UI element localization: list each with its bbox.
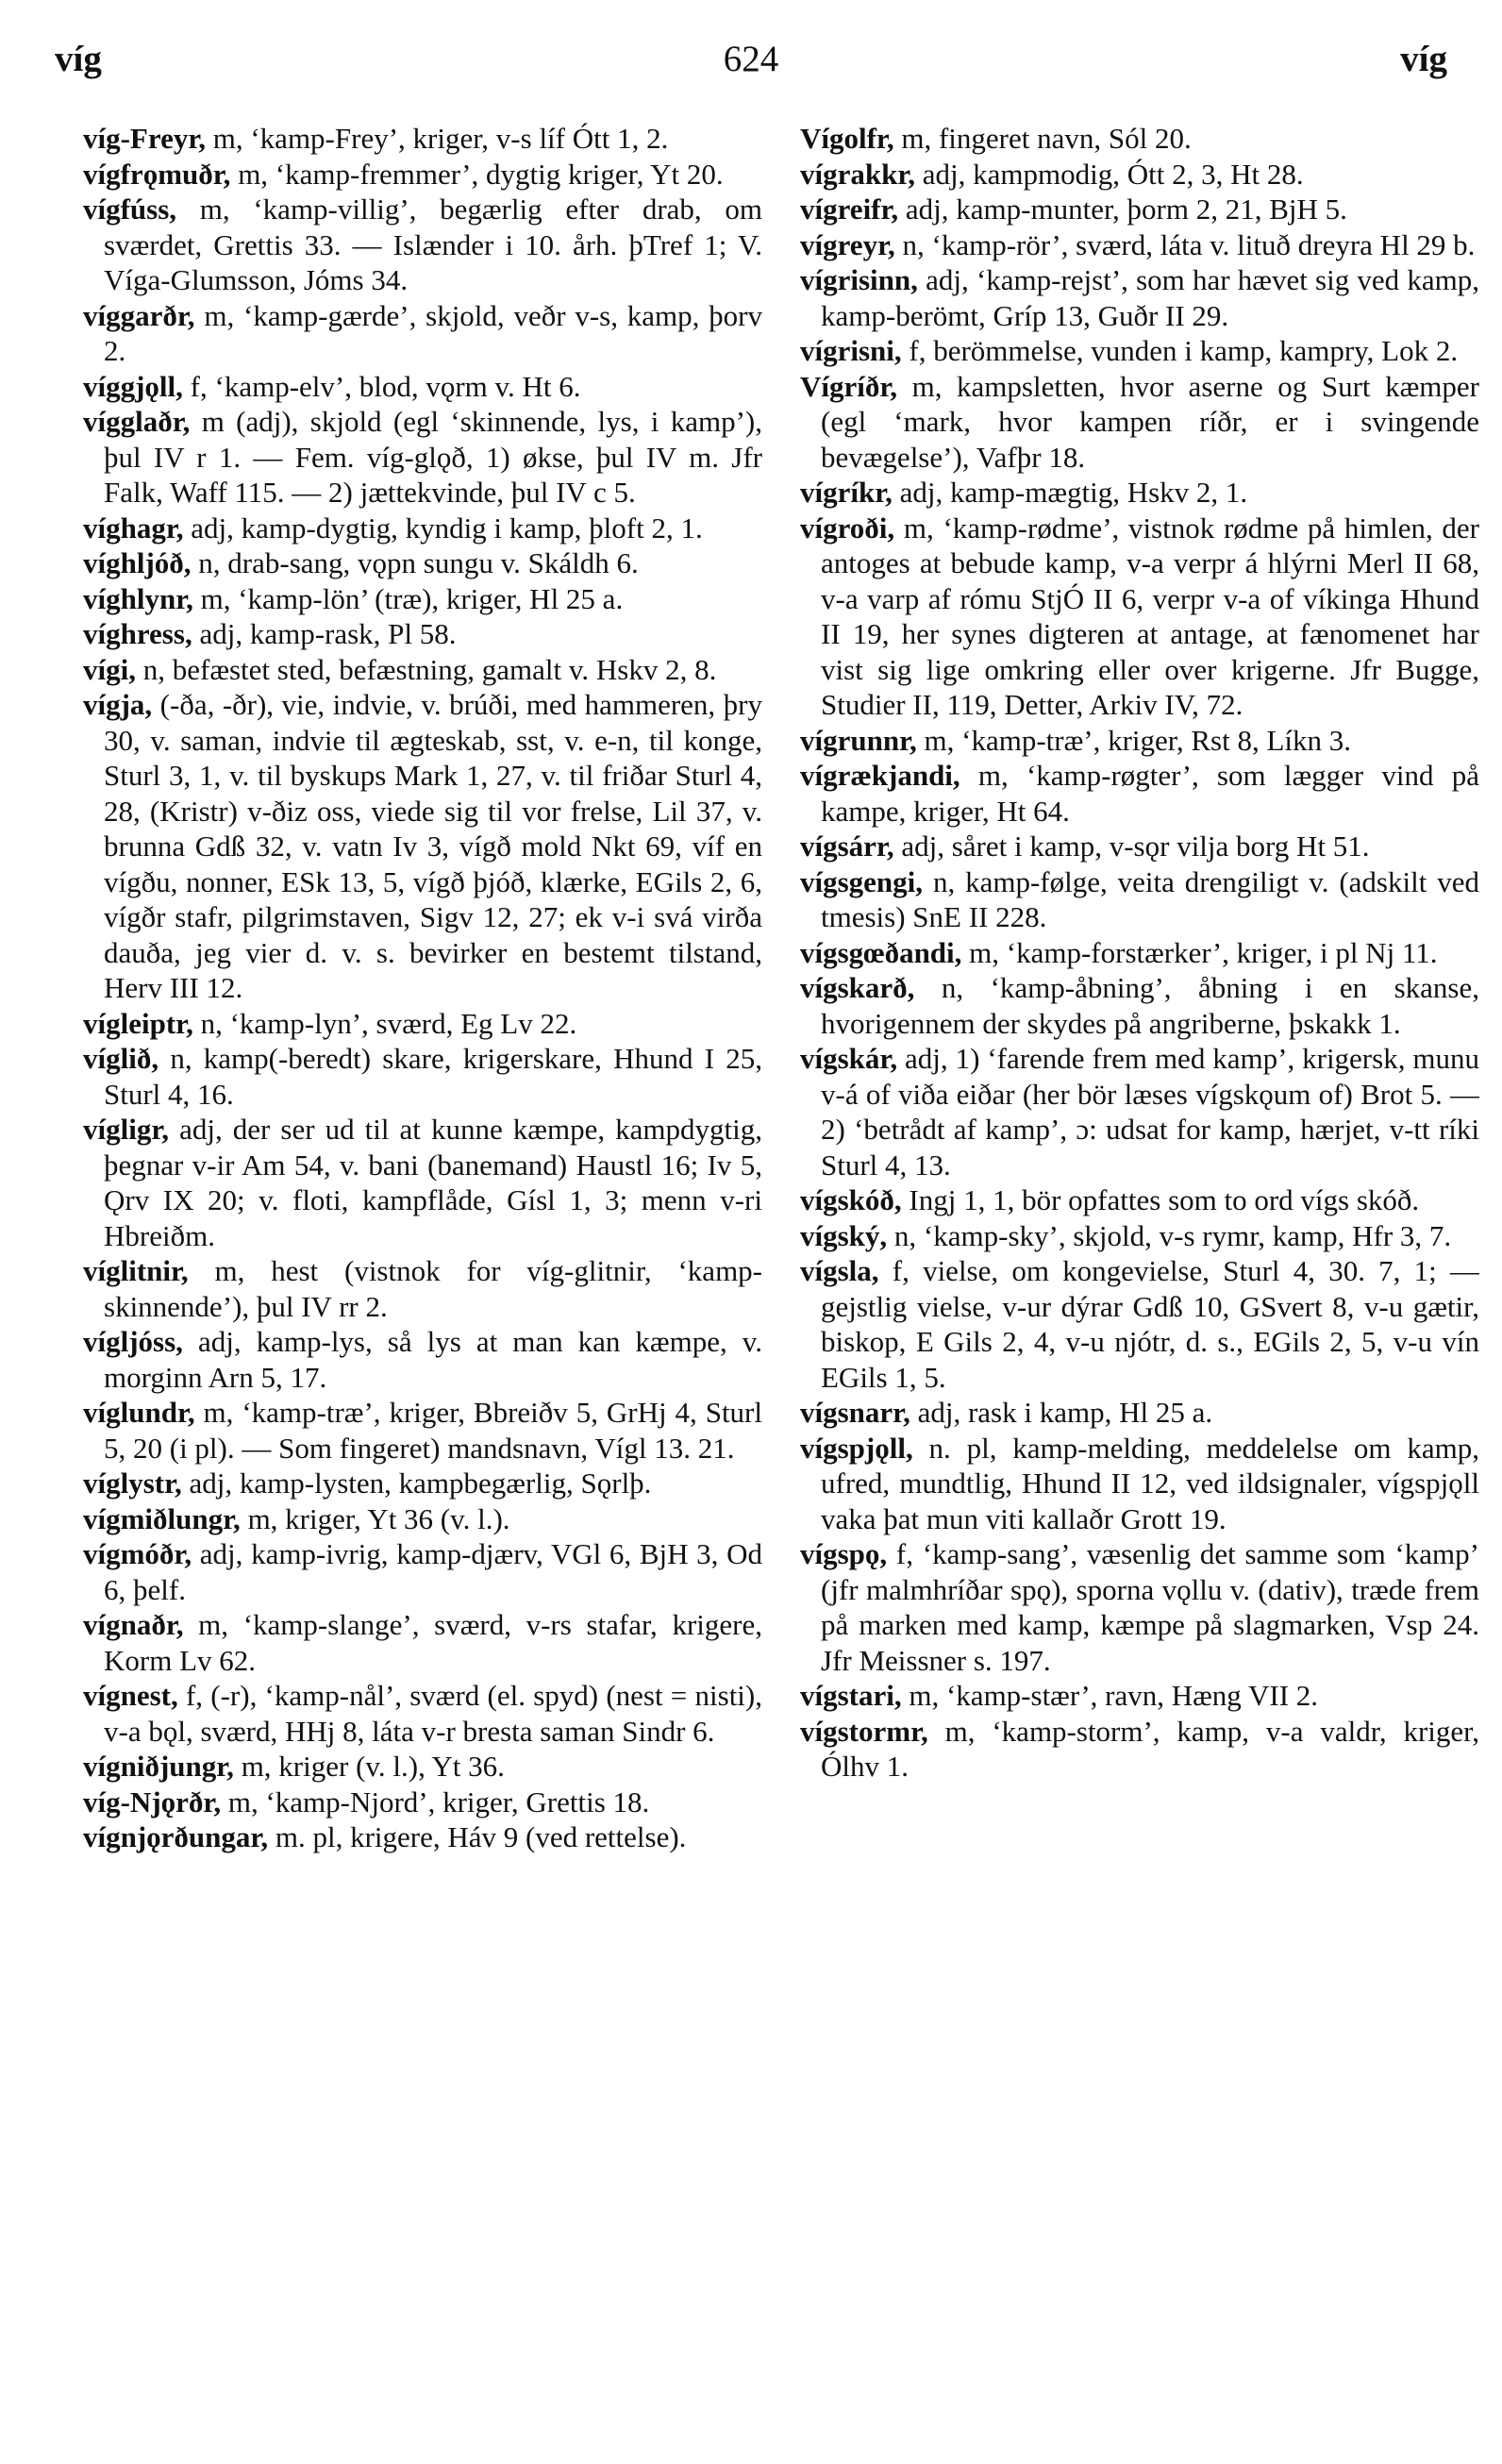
entry-definition: m. pl, krigere, Háv 9 (ved rettelse). <box>268 1820 687 1853</box>
entry-definition: adj, kamp-mægtig, Hskv 2, 1. <box>892 476 1248 509</box>
dictionary-entry <box>83 1466 762 1501</box>
entry-definition: adj, der ser ud til at kunne kæmpe, kampdygtig, þegnar v-ir Am 54, v. bani (banemand) Haustl 16; Iv 5, Ǫrv IX 20; v. floti, kampflåde, Gísl 1, 3; menn v-ri Hbreiðm. <box>104 1113 762 1252</box>
dictionary-entry <box>800 829 1479 864</box>
dictionary-entry <box>800 157 1479 193</box>
entry-definition: adj, kampmodig, Ótt 2, 3, Ht 28. <box>915 157 1304 191</box>
dictionary-entry <box>800 1253 1479 1395</box>
dictionary-entry <box>83 511 762 546</box>
dictionary-entry <box>83 1607 762 1678</box>
entry-definition: f, vielse, om kongevielse, Sturl 4, 30. 7, 1; — gejstlig vielse, v-ur dýrar Gdß 10, GSvert 8, v-u gætir, biskop, E Gils 2, 4, v-u njótr, d. s., EGils 2, 5, v-u vín EGils 1, 5. <box>821 1254 1479 1394</box>
entry-definition: adj, såret i kamp, v-sǫr vilja borg Ht 51. <box>893 830 1370 863</box>
entry-headword: Vígolfr, <box>800 122 894 155</box>
entry-definition: f, berömmelse, vunden i kamp, kampry, Lok 2. <box>901 334 1459 367</box>
dictionary-entry <box>800 1536 1479 1678</box>
entry-headword: vígnaðr, <box>83 1608 184 1641</box>
entry-definition: n, kamp(-beredt) skare, krigerskare, Hhund I 25, Sturl 4, 16. <box>104 1042 762 1111</box>
entry-definition: m, ‘kamp-rødme’, vistnok rødme på himlen, der antoges at bebude kamp, v-a verpr á hlýrni Merl II 68, v-a varp af rómu StjÓ II 6, verpr v-a of víkinga Hhund II 19, her synes digteren at antage, at fænomenet har vist sig lige omkring eller over krigerne. Jfr Bugge, Studier II, 119, Detter, Arkiv IV, 72. <box>821 511 1479 721</box>
entry-definition: n, ‘kamp-sky’, skjold, v-s rymr, kamp, Hfr 3, 7. <box>887 1218 1452 1252</box>
entry-headword: vígsárr, <box>800 830 894 863</box>
entry-headword: vígrisni, <box>800 334 902 367</box>
entry-definition: adj, kamp-rask, Pl 58. <box>192 617 457 650</box>
header-left-catchword: víg <box>55 39 102 79</box>
entry-definition: m, ‘kamp-gærde’, skjold, veðr v-s, kamp, þorv 2. <box>104 298 762 367</box>
entry-definition: f, ‘kamp-elv’, blod, vǫrm v. Ht 6. <box>182 369 581 403</box>
entry-definition: m, ‘kamp-villig’, begærlig efter drab, om sværdet, Grettis 33. — Islænder i 10. årh. þTref 1; V. Víga-Glumsson, Jóms 34. <box>104 193 762 296</box>
dictionary-entry <box>800 864 1479 935</box>
entry-definition: m, ‘kamp-forstærker’, kriger, i pl Nj 11. <box>961 935 1438 969</box>
entry-headword: vígniðjungr, <box>83 1750 234 1783</box>
entry-definition: m, ‘kamp-slange’, sværd, v-rs stafar, krigere, Korm Lv 62. <box>104 1608 762 1677</box>
entry-definition: n, ‘kamp-rör’, sværd, láta v. lituð dreyra Hl 29 b. <box>894 227 1476 261</box>
dictionary-entry <box>83 1749 762 1785</box>
entry-headword: vígríkr, <box>800 476 893 509</box>
entry-headword: víghress, <box>83 617 192 650</box>
entry-headword: vígroði, <box>800 511 895 545</box>
dictionary-entry <box>800 1431 1479 1537</box>
entry-definition: m, kriger (v. l.), Yt 36. <box>233 1750 505 1783</box>
dictionary-entry <box>83 369 762 405</box>
dictionary-entry <box>83 1819 762 1855</box>
dictionary-entry <box>800 1395 1479 1431</box>
entry-definition: f, (-r), ‘kamp-nål’, sværd (el. spyd) (nest = nisti), v-a bǫl, sværd, HHj 8, láta v-r bresta saman Sindr 6. <box>104 1679 762 1748</box>
entry-headword: vígglaðr, <box>83 405 191 438</box>
header-right-catchword: víg <box>1400 39 1447 79</box>
entry-definition: adj, 1) ‘farende frem med kamp’, krigersk, munu v-á of viða eiðar (her bör læses vígskǫum of) Brot 5. — 2) ‘betrådt af kamp’, ɔ: udsat for kamp, hærjet, v-tt ríki Sturl 4, 13. <box>821 1042 1479 1182</box>
dictionary-entry <box>800 511 1479 723</box>
entry-definition: f, ‘kamp-sang’, væsenlig det samme som ‘kamp’ (jfr malmhríðar spǫ), sporna vǫllu v. (dativ), træde frem på marken med kamp, kæmpe på slagmarken, Vsp 24. Jfr Meissner s. 197. <box>821 1537 1479 1677</box>
entry-headword: víghagr, <box>83 511 184 545</box>
dictionary-entry <box>83 121 762 157</box>
right-column <box>800 121 1479 2442</box>
entry-headword: víg-Freyr, <box>83 122 206 155</box>
entry-definition: m, ‘kamp-træ’, kriger, Rst 8, Líkn 3. <box>916 723 1352 757</box>
dictionary-entry <box>83 1785 762 1820</box>
dictionary-entry <box>800 1041 1479 1182</box>
dictionary-entry <box>83 192 762 298</box>
dictionary-entry <box>800 723 1479 759</box>
entry-definition: adj, kamp-munter, þorm 2, 21, BjH 5. <box>898 193 1347 226</box>
entry-headword: vígsla, <box>800 1254 879 1287</box>
dictionary-entry <box>800 333 1479 369</box>
dictionary-entry <box>83 687 762 1006</box>
entry-definition: n, kamp-følge, veita drengiligt v. (adskilt ved tmesis) SnE II 228. <box>821 864 1479 933</box>
entry-definition: n, ‘kamp-åbning’, åbning i en skanse, hvorigennem der skydes på angriberne, þskakk 1. <box>821 971 1479 1040</box>
dictionary-entry <box>83 1041 762 1112</box>
entry-definition: adj, ‘kamp-rejst’, som har hævet sig ved kamp, kamp-berömt, Gríp 13, Guðr II 29. <box>821 263 1479 332</box>
dictionary-entry <box>83 1536 762 1607</box>
entry-headword: vígskóð, <box>800 1183 902 1216</box>
entry-definition: m, ‘kamp-Frey’, kriger, v-s líf Ótt 1, 2. <box>206 122 669 155</box>
entry-headword: vígspjǫll, <box>800 1431 913 1465</box>
entry-headword: vígsgœðandi, <box>800 935 962 969</box>
entry-headword: vígspǫ, <box>800 1537 888 1570</box>
entry-headword: vígreyr, <box>800 227 895 261</box>
entry-definition: (-ða, -ðr), vie, indvie, v. brúði, med hammeren, þry 30, v. saman, indvie til ægteskab, sst, v. e-n, til konge, Sturl 3, 1, v. til byskups Mark 1, 27, v. til friðar Sturl 4, 28, (Kristr) v-ðiz oss, viede sig til vor frelse, Lil 37, v. brunna Gdß 32, v. vatn Iv 3, vígð mold Nkt 69, víf en vígðu, nonner, ESk 13, 5, vígð þjóð, klærke, EGils 2, 6, vígðr stafr, pilgrimstaven, Sigv 12, 27; ek v-i svá virða dauða, jeg vier d. v. s. bevirker en bestemt tilstand, Herv III 12. <box>104 688 762 1004</box>
left-column <box>83 121 762 2442</box>
entry-definition: adj, rask i kamp, Hl 25 a. <box>910 1396 1213 1429</box>
entry-headword: vígfúss, <box>83 193 177 226</box>
dictionary-entry <box>83 404 762 511</box>
entry-definition: m (adj), skjold (egl ‘skinnende, lys, i kamp’), þul IV r 1. — Fem. víg-glǫð, 1) økse, þul IV m. Jfr Falk, Waff 115. — 2) jættekvinde, þul IV c 5. <box>104 405 762 509</box>
entry-definition: Ingj 1, 1, bör opfattes som to ord vígs skóð. <box>901 1183 1420 1216</box>
dictionary-entry <box>83 581 762 617</box>
dictionary-entry <box>800 121 1479 157</box>
entry-definition: m, ‘kamp-træ’, kriger, Bbreiðv 5, GrHj 4, Sturl 5, 20 (i pl). — Som fingeret) mandsnavn, Vígl 13. 21. <box>104 1396 762 1465</box>
entry-headword: víglystr, <box>83 1467 182 1500</box>
entry-definition: m, ‘kamp-fremmer’, dygtig kriger, Yt 20. <box>230 157 724 191</box>
entry-headword: víglið, <box>83 1042 159 1075</box>
dictionary-entry <box>800 1678 1479 1714</box>
entry-headword: vígfrǫmuðr, <box>83 157 231 191</box>
entry-headword: vígljóss, <box>83 1325 183 1358</box>
dictionary-entry <box>83 157 762 193</box>
dictionary-entry <box>800 192 1479 227</box>
entry-headword: vígnest, <box>83 1679 178 1712</box>
entry-definition: m, ‘kamp-røgter’, som lægger vind på kampe, kriger, Ht 64. <box>821 759 1479 828</box>
entry-headword: vígja, <box>83 688 153 721</box>
entry-definition: m, fingeret navn, Sól 20. <box>893 122 1192 155</box>
dictionary-entry <box>83 616 762 652</box>
page-number: 624 <box>723 39 779 79</box>
dictionary-entry <box>83 298 762 369</box>
entry-headword: vígský, <box>800 1218 888 1252</box>
dictionary-entry <box>83 1501 762 1537</box>
dictionary-entry <box>800 369 1479 476</box>
entry-definition: adj, kamp-dygtig, kyndig i kamp, þloft 2, 1. <box>183 511 703 545</box>
entry-headword: vígi, <box>83 652 136 686</box>
entry-headword: vígleiptr, <box>83 1006 193 1040</box>
dictionary-entry <box>83 1324 762 1395</box>
entry-headword: víglitnir, <box>83 1254 189 1287</box>
entry-definition: adj, kamp-lys, så lys at man kan kæmpe, v. morginn Arn 5, 17. <box>104 1325 762 1394</box>
entry-definition: m, kriger, Yt 36 (v. l.). <box>240 1501 510 1535</box>
dictionary-entry <box>83 1678 762 1749</box>
entry-headword: vígrunnr, <box>800 723 917 757</box>
entry-definition: m, ‘kamp-stær’, ravn, Hæng VII 2. <box>901 1679 1319 1712</box>
entry-headword: vígnjǫrðungar, <box>83 1820 269 1853</box>
entry-headword: víggjǫll, <box>83 369 183 403</box>
dictionary-entry <box>83 652 762 688</box>
entry-definition: n. pl, kamp-melding, meddelelse om kamp, ufred, mundtlig, Hhund II 12, ved ildsignaler, vígspjǫll vaka þat mun viti kallaðr Grott 19. <box>821 1431 1479 1535</box>
entry-definition: m, ‘kamp-lön’ (træ), kriger, Hl 25 a. <box>192 581 624 615</box>
entry-headword: vígrakkr, <box>800 157 916 191</box>
entry-definition: n, ‘kamp-lyn’, sværd, Eg Lv 22. <box>192 1006 577 1040</box>
dictionary-entry <box>800 935 1479 971</box>
entry-headword: vígrækjandi, <box>800 759 960 792</box>
dictionary-entry <box>83 1395 762 1466</box>
entry-definition: m, hest (vistnok for víg-glitnir, ‘kamp-skinnende’), þul IV rr 2. <box>104 1254 762 1323</box>
dictionary-entry <box>800 970 1479 1041</box>
dictionary-entry <box>800 475 1479 511</box>
entry-headword: vígskarð, <box>800 971 915 1004</box>
entry-headword: víghljóð, <box>83 546 192 579</box>
entry-definition: n, befæstet sted, befæstning, gamalt v. Hskv 2, 8. <box>135 652 717 686</box>
entry-definition: m, ‘kamp-Njord’, kriger, Grettis 18. <box>221 1785 650 1819</box>
entry-headword: vígmóðr, <box>83 1537 192 1570</box>
entry-headword: vígsgengi, <box>800 864 924 898</box>
page-header <box>55 38 1447 94</box>
dictionary-entry <box>83 1112 762 1253</box>
dictionary-entry <box>800 1218 1479 1254</box>
entry-headword: vígstari, <box>800 1679 902 1712</box>
dictionary-entry <box>800 1182 1479 1218</box>
entry-headword: víghlynr, <box>83 581 193 615</box>
dictionary-entry <box>800 262 1479 333</box>
entry-definition: adj, kamp-lysten, kampbegærlig, Sǫrlþ. <box>181 1467 652 1500</box>
dictionary-entry <box>800 758 1479 829</box>
entry-headword: vígstormr, <box>800 1714 928 1748</box>
dictionary-entry <box>83 545 762 581</box>
entry-definition: m, ‘kamp-storm’, kamp, v-a valdr, kriger, Ólhv 1. <box>821 1714 1479 1783</box>
entry-definition: m, kampsletten, hvor aserne og Surt kæmper (egl ‘mark, hvor kampen ríðr, er i svingende bevægelse’), Vafþr 18. <box>821 369 1479 474</box>
entry-headword: víglundr, <box>83 1396 195 1429</box>
entry-headword: vígligr, <box>83 1113 170 1146</box>
entry-headword: vígrisinn, <box>800 263 918 296</box>
entry-definition: adj, kamp-ivrig, kamp-djærv, VGl 6, BjH 3, Od 6, þelf. <box>104 1537 762 1606</box>
entry-headword: Vígríðr, <box>800 369 898 403</box>
entry-headword: víggarðr, <box>83 298 195 332</box>
dictionary-entry <box>800 1714 1479 1785</box>
entry-headword: vígskár, <box>800 1042 898 1075</box>
entry-headword: vígsnarr, <box>800 1396 910 1429</box>
dictionary-entry <box>83 1253 762 1324</box>
entry-headword: víg-Njǫrðr, <box>83 1785 222 1819</box>
dictionary-entry <box>83 1006 762 1042</box>
entry-definition: n, drab-sang, vǫpn sungu v. Skáldh 6. <box>191 546 639 579</box>
entry-headword: vígreifr, <box>800 193 899 226</box>
entry-headword: vígmiðlungr, <box>83 1501 241 1535</box>
dictionary-entry <box>800 227 1479 263</box>
